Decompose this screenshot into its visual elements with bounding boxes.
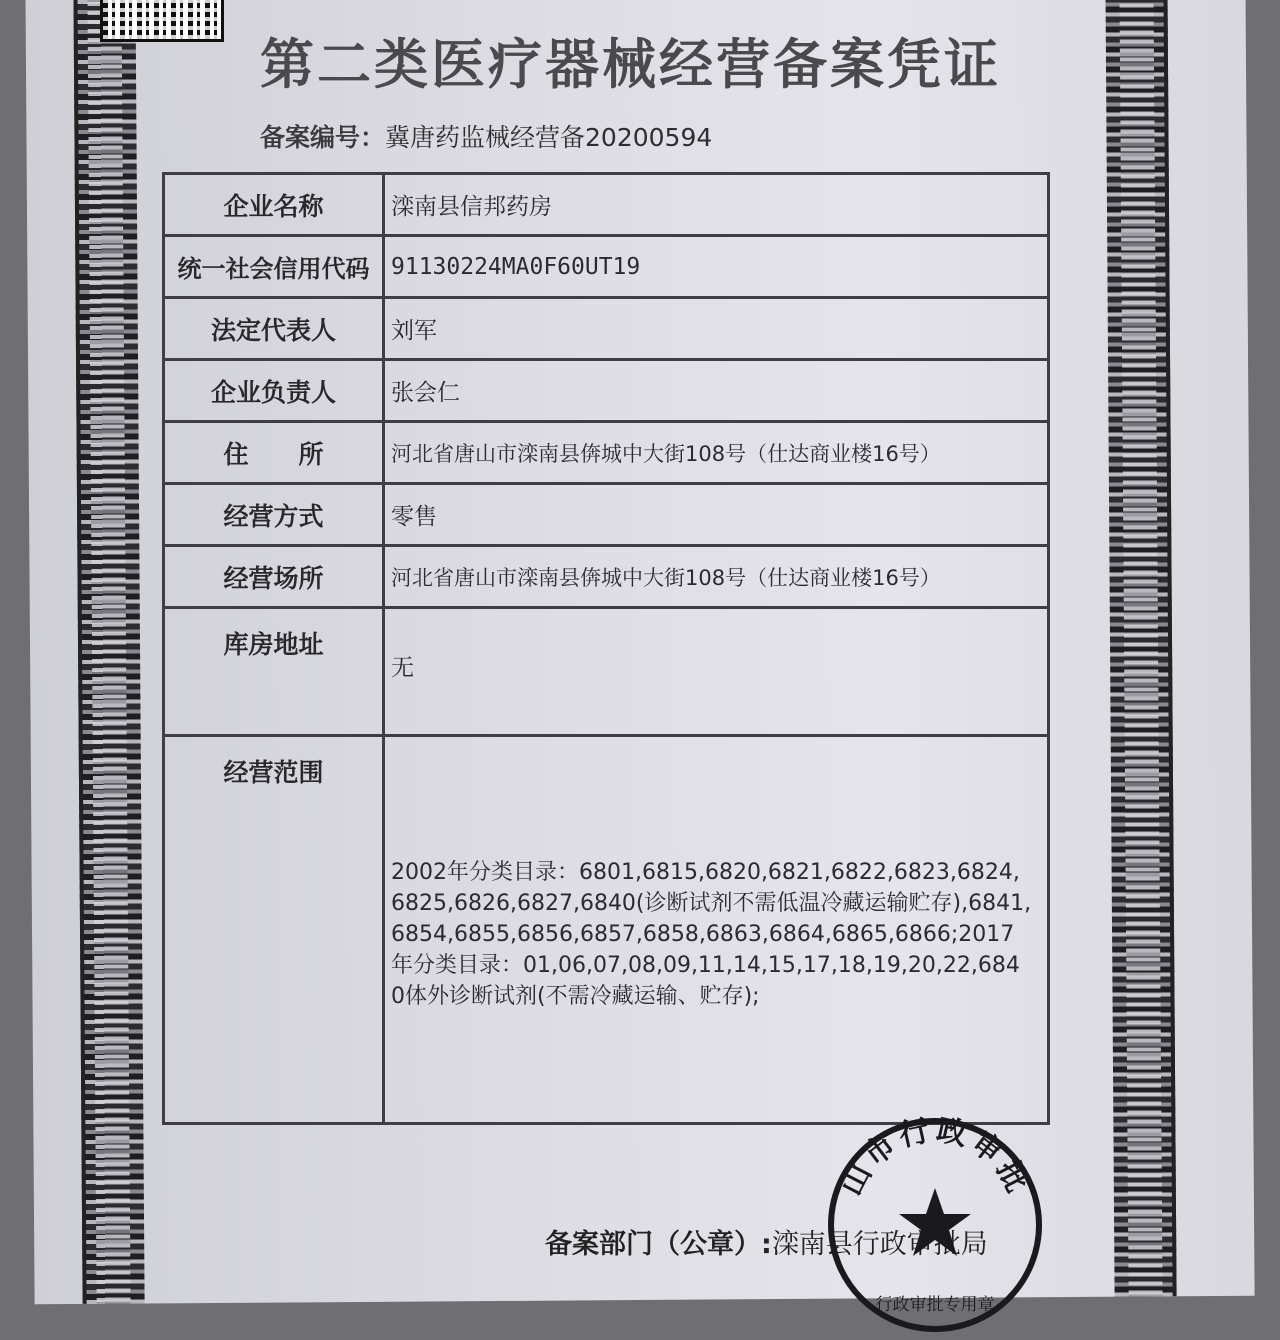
field-label: 企业负责人 xyxy=(164,360,384,422)
field-label: 经营范围 xyxy=(164,736,384,1124)
field-value: 无 xyxy=(384,608,1049,736)
field-value: 刘军 xyxy=(384,298,1049,360)
field-label: 法定代表人 xyxy=(164,298,384,360)
field-value: 滦南县信邦药房 xyxy=(384,174,1049,236)
field-label: 经营方式 xyxy=(164,484,384,546)
field-label: 经营场所 xyxy=(164,546,384,608)
table-row xyxy=(164,546,1049,608)
filing-department-label: 备案部门（公章）: xyxy=(545,1229,772,1260)
seal-bottom-text: 行政审批专用章 xyxy=(875,1295,995,1315)
field-value: 零售 xyxy=(384,484,1049,546)
table-row xyxy=(164,298,1049,360)
registration-number xyxy=(260,118,712,154)
table-row xyxy=(164,736,1049,1124)
table-row xyxy=(164,608,1049,736)
field-label: 统一社会信用代码 xyxy=(164,236,384,298)
business-scope-value: 2002年分类目录：6801,6815,6820,6821,6822,6823,6824,6825,6826,6827,6840(诊断试剂不需低温冷藏运输贮存),6841,6854,6855,6856,6857,6858,6863,6864,6865,6866;2017年分类目录：01,06,07,08,09,11,14,15,17,18,19,20,22,6840体外诊断试剂(不需冷藏运输、贮存); xyxy=(384,736,1049,1124)
qr-code-icon xyxy=(100,0,224,42)
table-row xyxy=(164,360,1049,422)
table-row xyxy=(164,236,1049,298)
table-row xyxy=(164,174,1049,236)
certificate-table xyxy=(162,172,1050,1125)
field-value: 河北省唐山市滦南县倴城中大街108号（仕达商业楼16号） xyxy=(384,546,1049,608)
seal-text: 山市行政审批 xyxy=(833,1112,1037,1202)
document-title: 第二类医疗器械经营备案凭证 xyxy=(260,32,1001,96)
star-icon xyxy=(899,1188,971,1256)
registration-value: 冀唐药监械经营备20200594 xyxy=(385,123,713,152)
field-value: 91130224MA0F60UT19 xyxy=(384,236,1049,298)
table-row xyxy=(164,484,1049,546)
field-label: 库房地址 xyxy=(164,608,384,736)
field-value: 河北省唐山市滦南县倴城中大街108号（仕达商业楼16号） xyxy=(384,422,1049,484)
filing-department-value: 滦南县行政审批局 xyxy=(771,1229,988,1260)
field-label: 住 所 xyxy=(164,422,384,484)
official-seal xyxy=(820,1110,1050,1340)
field-label: 企业名称 xyxy=(164,174,384,236)
field-value: 张会仁 xyxy=(384,360,1049,422)
registration-label: 备案编号： xyxy=(260,123,386,152)
table-row xyxy=(164,422,1049,484)
